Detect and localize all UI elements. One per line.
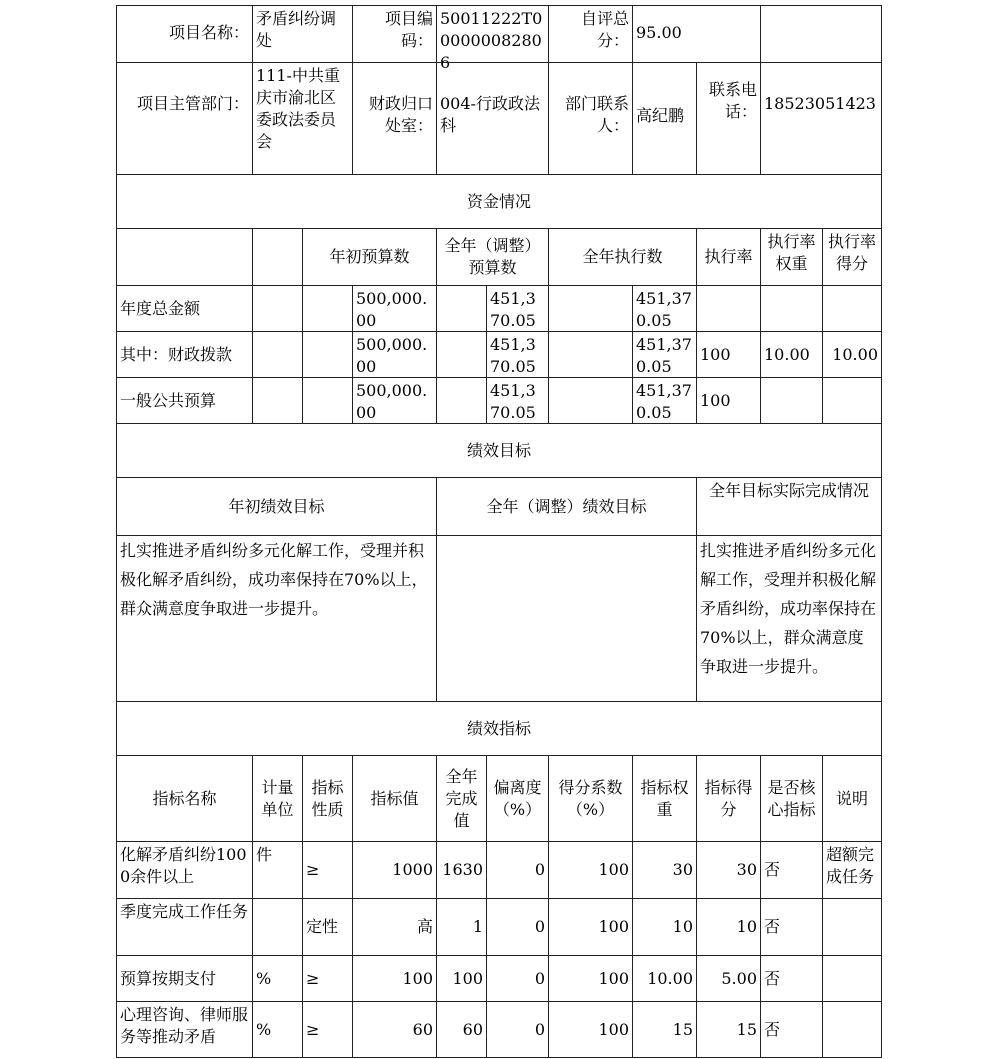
blank-cell <box>116 228 252 285</box>
ind-core: 否 <box>760 841 822 898</box>
ind-col-core: 是否核心指标 <box>760 755 822 841</box>
indicator-row <box>116 955 882 1001</box>
ind-deviation: 0 <box>486 1001 548 1058</box>
goals-adjusted-text <box>436 535 696 701</box>
ind-core: 否 <box>760 898 822 955</box>
project-name-value: 矛盾纠纷调处 <box>252 5 352 62</box>
blank-cell <box>436 377 486 423</box>
funds-row-executed: 451,370.05 <box>632 285 696 331</box>
funds-col-weight: 执行率权重 <box>760 228 822 285</box>
ind-score: 5.00 <box>696 955 760 1001</box>
blank-cell <box>436 331 486 377</box>
funds-row-initial: 500,000.00 <box>352 377 436 423</box>
ind-col-unit: 计量单位 <box>252 755 302 841</box>
ind-unit <box>252 898 302 955</box>
ind-done: 100 <box>436 955 486 1001</box>
goals-initial-text: 扎实推进矛盾纠纷多元化解工作，受理并积极化解矛盾纠纷，成功率保持在70%以上，群众满意度争取进一步提升。 <box>116 535 436 701</box>
funds-row-executed: 451,370.05 <box>632 377 696 423</box>
blank-cell <box>302 285 352 331</box>
funds-row-initial: 500,000.00 <box>352 331 436 377</box>
dept-value: 111-中共重庆市渝北区委政法委员会 <box>252 62 352 174</box>
ind-name: 心理咨询、律师服务等推动矛盾 <box>116 1001 252 1058</box>
funds-col-rate: 执行率 <box>696 228 760 285</box>
contact-value: 高纪鹏 <box>632 62 696 174</box>
ind-coefficient: 100 <box>548 841 632 898</box>
dept-label: 项目主管部门： <box>116 62 252 174</box>
ind-value: 100 <box>352 955 436 1001</box>
blank-cell <box>760 5 882 62</box>
blank-cell <box>252 331 302 377</box>
indicators-section-row <box>116 701 882 755</box>
ind-col-note: 说明 <box>822 755 882 841</box>
goals-content-row <box>116 535 882 701</box>
ind-weight: 15 <box>632 1001 696 1058</box>
funds-row-adjusted: 451,370.05 <box>486 331 548 377</box>
ind-weight: 10 <box>632 898 696 955</box>
ind-note <box>822 955 882 1001</box>
ind-coefficient: 100 <box>548 955 632 1001</box>
ind-note: 超额完成任务 <box>822 841 882 898</box>
ind-value: 高 <box>352 898 436 955</box>
ind-core: 否 <box>760 955 822 1001</box>
blank-cell <box>302 377 352 423</box>
project-name-label: 项目名称： <box>116 5 252 62</box>
indicator-row <box>116 898 882 955</box>
project-code-value: 50011222T000000082806 <box>436 5 548 62</box>
ind-col-nature: 指标性质 <box>302 755 352 841</box>
ind-nature: ≥ <box>302 841 352 898</box>
ind-col-deviation: 偏离度（%） <box>486 755 548 841</box>
ind-nature: 定性 <box>302 898 352 955</box>
goals-col-initial: 年初绩效目标 <box>116 477 436 535</box>
funds-section-title: 资金情况 <box>116 174 882 228</box>
blank-cell <box>252 285 302 331</box>
ind-weight: 10.00 <box>632 955 696 1001</box>
funds-section-row <box>116 174 882 228</box>
funds-row-label: 一般公共预算 <box>116 377 252 423</box>
finance-office-value: 004-行政政法科 <box>436 62 548 174</box>
self-score-label: 自评总分： <box>548 5 632 62</box>
blank-cell <box>302 331 352 377</box>
funds-row-weight <box>760 377 822 423</box>
ind-deviation: 0 <box>486 898 548 955</box>
funds-row-rate <box>696 285 760 331</box>
indicators-section-title: 绩效指标 <box>116 701 882 755</box>
ind-score: 30 <box>696 841 760 898</box>
ind-col-score: 指标得分 <box>696 755 760 841</box>
finance-office-label: 财政归口处室： <box>352 62 436 174</box>
ind-deviation: 0 <box>486 955 548 1001</box>
goals-header-row <box>116 477 882 535</box>
ind-done: 1630 <box>436 841 486 898</box>
funds-row-executed: 451,370.05 <box>632 331 696 377</box>
ind-deviation: 0 <box>486 841 548 898</box>
ind-unit: 件 <box>252 841 302 898</box>
goals-col-adjusted: 全年（调整）绩效目标 <box>436 477 696 535</box>
ind-col-name: 指标名称 <box>116 755 252 841</box>
ind-done: 1 <box>436 898 486 955</box>
ind-col-done: 全年完成值 <box>436 755 486 841</box>
blank-cell <box>252 228 302 285</box>
funds-row-score: 10.00 <box>822 331 882 377</box>
funds-row <box>116 377 882 423</box>
self-score-value: 95.00 <box>632 5 760 62</box>
ind-col-value: 指标值 <box>352 755 436 841</box>
ind-done: 60 <box>436 1001 486 1058</box>
funds-col-adjusted: 全年（调整）预算数 <box>436 228 548 285</box>
goals-section-row <box>116 423 882 477</box>
funds-row <box>116 331 882 377</box>
goals-col-actual: 全年目标实际完成情况 <box>696 477 882 535</box>
ind-name: 化解矛盾纠纷1000余件以上 <box>116 841 252 898</box>
funds-row-weight <box>760 285 822 331</box>
funds-row-weight: 10.00 <box>760 331 822 377</box>
ind-coefficient: 100 <box>548 898 632 955</box>
blank-cell <box>548 285 632 331</box>
funds-row-score <box>822 285 882 331</box>
funds-row-label: 其中：财政拨款 <box>116 331 252 377</box>
contact-label: 部门联系人： <box>548 62 632 174</box>
ind-coefficient: 100 <box>548 1001 632 1058</box>
ind-note <box>822 898 882 955</box>
goals-section-title: 绩效目标 <box>116 423 882 477</box>
funds-row <box>116 285 882 331</box>
ind-nature: ≥ <box>302 955 352 1001</box>
ind-value: 1000 <box>352 841 436 898</box>
funds-row-rate: 100 <box>696 331 760 377</box>
funds-row-adjusted: 451,370.05 <box>486 377 548 423</box>
ind-score: 15 <box>696 1001 760 1058</box>
blank-cell <box>548 377 632 423</box>
ind-nature: ≥ <box>302 1001 352 1058</box>
funds-row-label: 年度总金额 <box>116 285 252 331</box>
phone-label: 联系电话： <box>696 62 760 174</box>
ind-note <box>822 1001 882 1058</box>
indicator-row <box>116 841 882 898</box>
ind-name: 季度完成工作任务 <box>116 898 252 955</box>
funds-col-initial: 年初预算数 <box>302 228 436 285</box>
ind-weight: 30 <box>632 841 696 898</box>
ind-col-coefficient: 得分系数（%） <box>548 755 632 841</box>
project-code-label: 项目编码： <box>352 5 436 62</box>
ind-col-weight: 指标权重 <box>632 755 696 841</box>
blank-cell <box>252 377 302 423</box>
blank-cell <box>436 285 486 331</box>
funds-col-score: 执行率得分 <box>822 228 882 285</box>
ind-core: 否 <box>760 1001 822 1058</box>
ind-value: 60 <box>352 1001 436 1058</box>
ind-unit: % <box>252 955 302 1001</box>
ind-name: 预算按期支付 <box>116 955 252 1001</box>
funds-row-adjusted: 451,370.05 <box>486 285 548 331</box>
blank-cell <box>548 331 632 377</box>
project-info-row <box>116 5 882 72</box>
funds-row-rate: 100 <box>696 377 760 423</box>
indicators-header-row <box>116 755 882 841</box>
goals-actual-text: 扎实推进矛盾纠纷多元化解工作，受理并积极化解矛盾纠纷，成功率保持在70%以上，群众满意度争取进一步提升。 <box>696 535 882 701</box>
funds-row-initial: 500,000.00 <box>352 285 436 331</box>
funds-header-row <box>116 228 882 285</box>
phone-value: 18523051423 <box>760 62 882 174</box>
department-row <box>116 62 882 174</box>
indicator-row <box>116 1001 882 1058</box>
funds-col-executed: 全年执行数 <box>548 228 696 285</box>
ind-unit: % <box>252 1001 302 1058</box>
funds-row-score <box>822 377 882 423</box>
ind-score: 10 <box>696 898 760 955</box>
